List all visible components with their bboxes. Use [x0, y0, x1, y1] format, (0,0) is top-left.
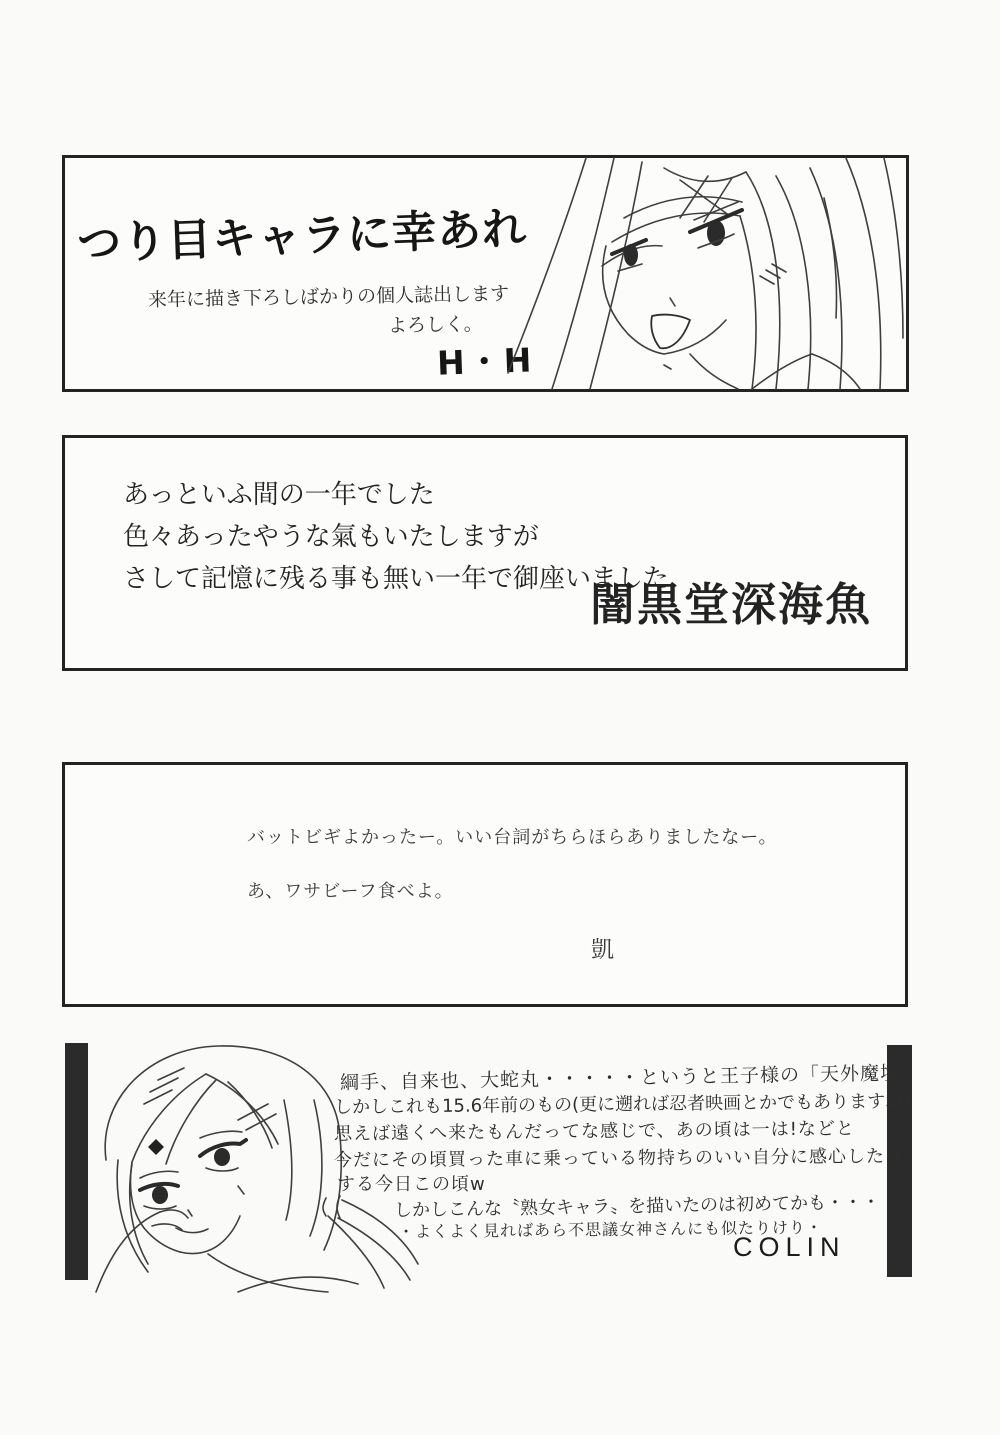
comment-box-ankokudou	[62, 435, 908, 671]
comment-line: 色々あったやうな氣もいたしますが	[123, 521, 539, 551]
left-black-bar	[65, 1043, 88, 1280]
signature-ankokudou-shinkaigyo: 闇黒堂深海魚	[589, 579, 872, 630]
comment-line: あっといふ間の一年でした	[123, 479, 435, 509]
signature-gai: 凱	[591, 937, 614, 962]
calligraphy-title: つり目キャラに幸あれ	[76, 203, 528, 270]
smiling-girl-illustration	[494, 158, 906, 389]
comment-line: さして記憶に残る事も無い一年で御座いました	[123, 563, 670, 593]
comment-line: バットビギよかったー。いい台詞がちらほらありましたなー。	[247, 827, 778, 847]
handwritten-line: しかしこんな〝熟女キャラ〟を描いたのは初めてかも・・・	[393, 1191, 881, 1222]
signature-hh: H・H	[436, 340, 535, 383]
handwritten-line: しかしこれも15.6年前のもの(更に遡れば忍者映画とかでもありますね)	[333, 1090, 911, 1119]
handwritten-note-line2: よろしく。	[387, 313, 483, 337]
handwritten-line: 今だにその頃買った車に乗っている物持ちのいい自分に感心したり	[333, 1146, 905, 1171]
comment-box-gai	[62, 762, 908, 1007]
comment-line: あ、ワサビーフ食べよ。	[247, 881, 454, 901]
handwritten-line: ・よくよく見ればあら不思議女神さんにも似たりけり・	[397, 1217, 824, 1242]
handwritten-line: する今日この頃w	[337, 1174, 486, 1195]
handwritten-line: 思えば遠くへ来たもんだってな感じで、あの頃は一は!などと	[333, 1118, 855, 1145]
signature-colin: COLIN	[733, 1232, 846, 1262]
handwritten-line: 綱手、自来也、大蛇丸・・・・・というと王子様の「天外魔境」	[339, 1061, 921, 1095]
comment-box-hh	[62, 155, 909, 392]
handwritten-note-line1: 来年に描き下ろしばかりの個人誌出します	[147, 282, 510, 312]
